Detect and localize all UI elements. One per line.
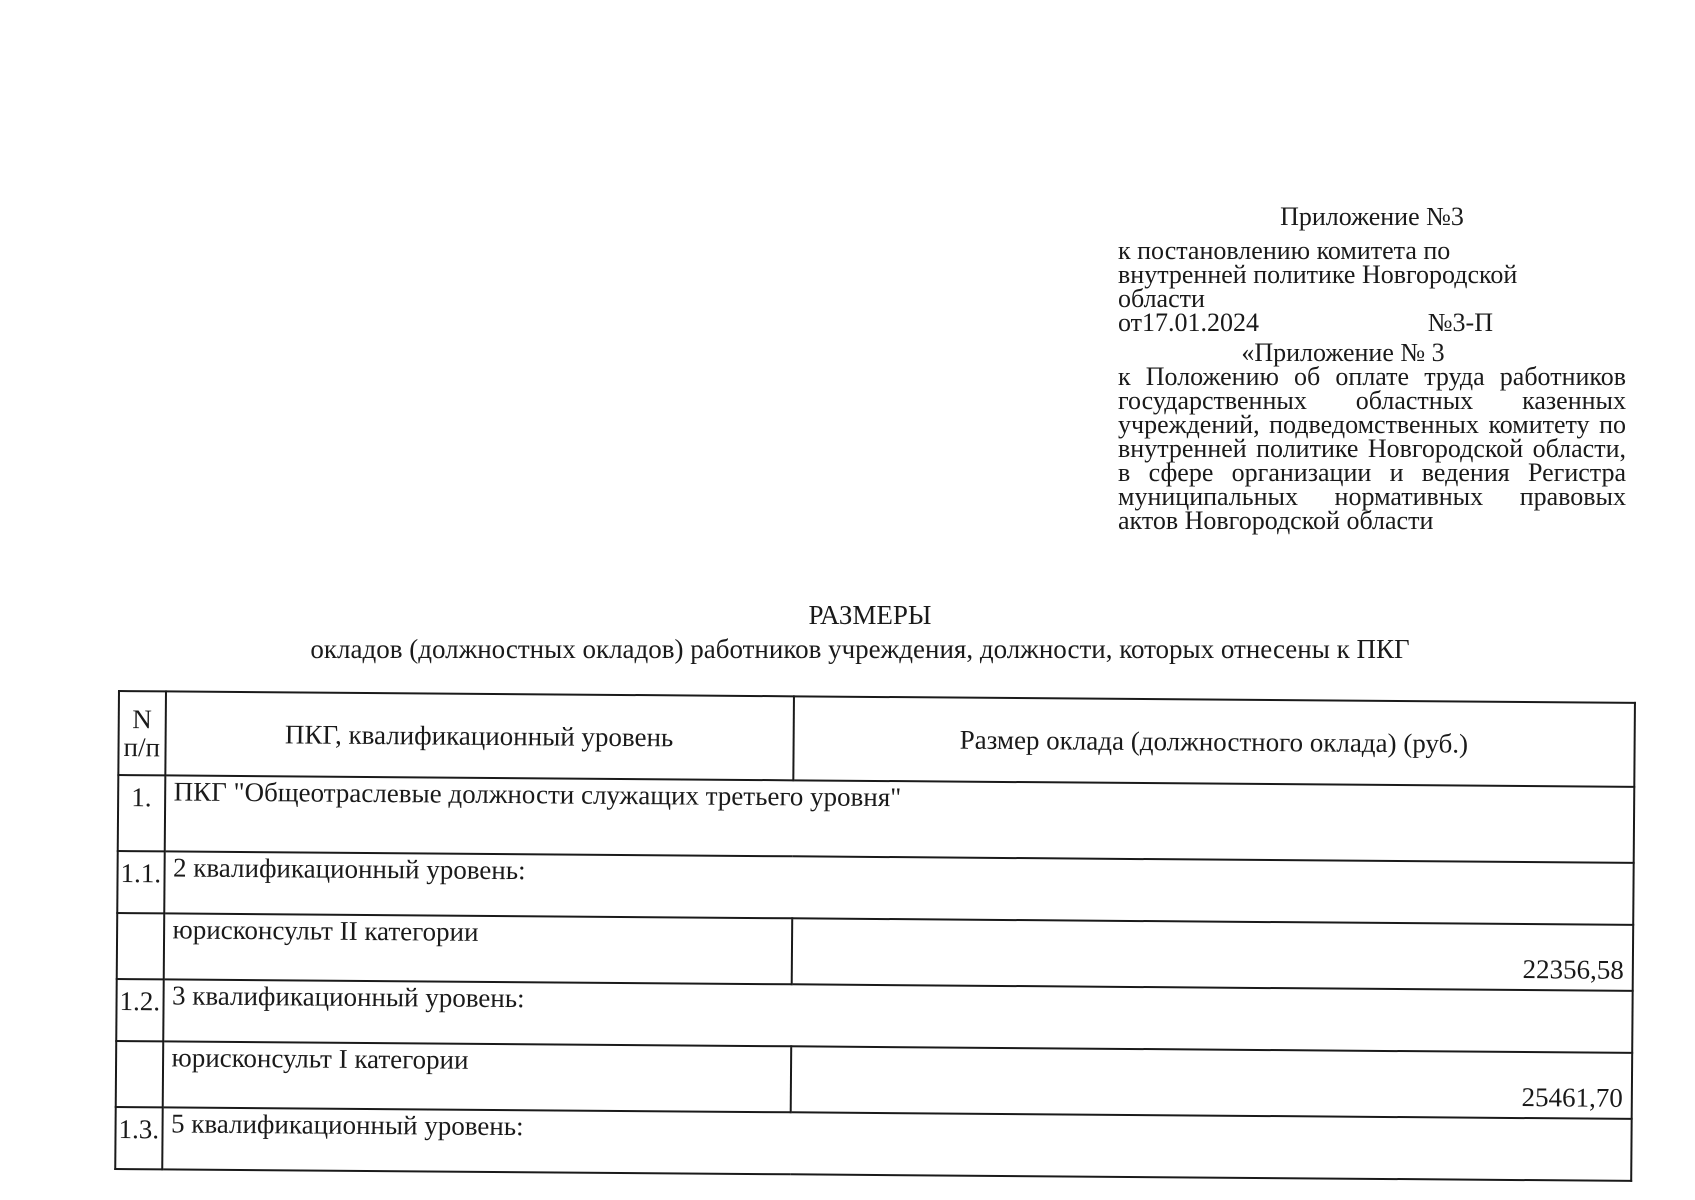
row-value: 25461,70 (790, 1046, 1632, 1119)
header-num: N п/п (118, 691, 165, 775)
table-row (118, 775, 1635, 863)
salary-table (114, 690, 1636, 1182)
row-num (117, 913, 164, 979)
table-header-row (118, 691, 1635, 787)
row-name: 2 квалификационный уровень: (164, 851, 1634, 925)
row-num (116, 1041, 163, 1107)
header-size: Размер оклада (должностного оклада) (руб.) (793, 696, 1635, 787)
row-value: 22356,58 (791, 918, 1633, 991)
row-name: юрисконсульт II категории (163, 913, 791, 984)
appendix-line: области (1118, 284, 1205, 313)
appendix-body: к Положению об оплате труда работников государственных областных казенных учреждений, подведомственных комитету по внутренней политике Новгородской области, в сфере организации и ведения Регистра муниципальных нормативных правовых актов Новгородской области (1118, 362, 1626, 535)
row-name: 5 квалификационный уровень: (162, 1107, 1632, 1181)
table-row (116, 1041, 1632, 1119)
row-num: 1.1. (117, 851, 164, 913)
row-num: 1.2. (116, 979, 163, 1041)
appendix-title: Приложение №3 (1280, 202, 1464, 231)
row-name: 3 квалификационный уровень: (163, 979, 1633, 1053)
appendix-number: №3-П (1427, 308, 1493, 337)
row-name: ПКГ "Общеотраслевые должности служащих третьего уровня" (164, 775, 1634, 863)
row-num: 1. (118, 775, 165, 851)
appendix-block (1118, 202, 1626, 535)
appendix-date-row (1118, 308, 1493, 337)
table-row (117, 913, 1633, 991)
appendix-subtitle: «Приложение № 3 (1241, 338, 1445, 367)
row-num: 1.3. (115, 1107, 162, 1169)
appendix-date: от17.01.2024 (1118, 308, 1260, 337)
document-heading: РАЗМЕРЫ (808, 600, 932, 630)
table-row (115, 1107, 1631, 1181)
document-subheading: окладов (должностных окладов) работников учреждения, должности, которых отнесены к ПКГ (310, 634, 1410, 664)
header-name: ПКГ, квалификационный уровень (165, 691, 794, 780)
row-name: юрисконсульт I категории (162, 1041, 790, 1112)
appendix-line: к постановлению комитета по (1118, 236, 1451, 265)
appendix-line: внутренней политике Новгородской (1118, 260, 1518, 289)
